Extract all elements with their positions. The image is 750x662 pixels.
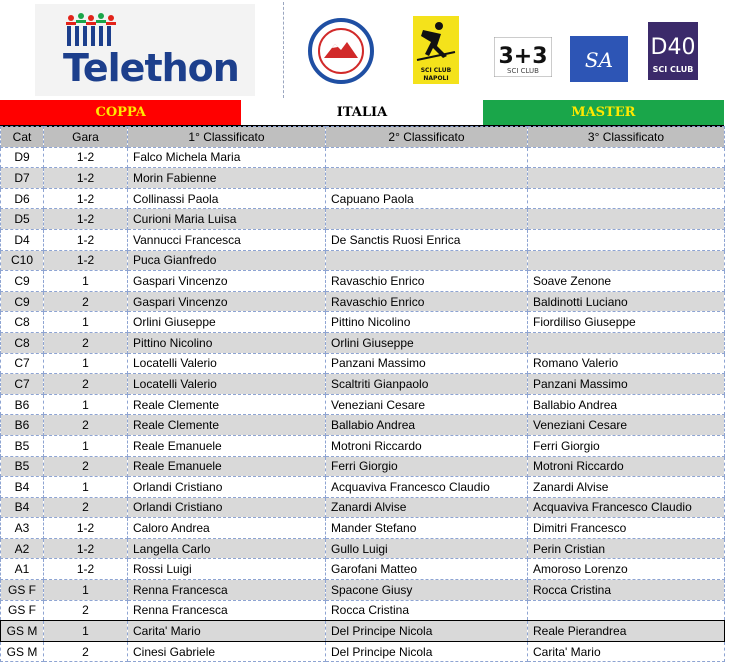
table-header-row (1, 127, 725, 148)
sci-club-napoli-logo (413, 16, 459, 84)
cell-cat: D7 (1, 168, 44, 189)
cell-third: Amoroso Lorenzo (528, 559, 725, 580)
sci-club-vesuvio-logo (308, 18, 374, 84)
table-row (1, 312, 725, 333)
cell-second: Scaltriti Gianpaolo (326, 374, 528, 395)
cell-third (528, 229, 725, 250)
cell-first: Gaspari Vincenzo (128, 291, 326, 312)
cell-second: Ballabio Andrea (326, 415, 528, 436)
header-cat: Cat (1, 127, 44, 148)
cell-second: Veneziani Cesare (326, 394, 528, 415)
table-row (1, 188, 725, 209)
header-separator (283, 2, 284, 98)
table-row (1, 415, 725, 436)
cell-gara: 1-2 (44, 229, 128, 250)
cell-gara: 1-2 (44, 250, 128, 271)
header-first: 1° Classificato (128, 127, 326, 148)
cell-third (528, 209, 725, 230)
table-row (1, 600, 725, 621)
cell-cat: B6 (1, 394, 44, 415)
table-row (1, 497, 725, 518)
table-row (1, 271, 725, 292)
cell-third: Baldinotti Luciano (528, 291, 725, 312)
svg-text:D40: D40 (650, 35, 696, 60)
header-gara: Gara (44, 127, 128, 148)
cell-second (326, 209, 528, 230)
cell-first: Renna Francesca (128, 600, 326, 621)
table-row (1, 394, 725, 415)
table-row (1, 332, 725, 353)
cell-cat: A1 (1, 559, 44, 580)
cell-gara: 2 (44, 291, 128, 312)
cell-cat: C10 (1, 250, 44, 271)
cell-third: Dimitri Francesco (528, 518, 725, 539)
cell-third: Motroni Riccardo (528, 456, 725, 477)
cell-third: Carita' Mario (528, 641, 725, 662)
cell-cat: D4 (1, 229, 44, 250)
svg-text:SA: SA (584, 48, 614, 72)
cell-cat: C9 (1, 291, 44, 312)
cell-first: Morin Fabienne (128, 168, 326, 189)
table-row (1, 435, 725, 456)
cell-cat: B4 (1, 497, 44, 518)
cell-first: Locatelli Valerio (128, 353, 326, 374)
svg-text:3+3: 3+3 (498, 44, 548, 69)
cell-cat: C8 (1, 312, 44, 333)
table-row (1, 456, 725, 477)
sa-logo (570, 36, 628, 82)
cell-first: Collinassi Paola (128, 188, 326, 209)
cell-first: Reale Clemente (128, 394, 326, 415)
d40-sci-club-logo (648, 22, 698, 80)
header (0, 0, 750, 100)
cell-third: Perin Cristian (528, 538, 725, 559)
cell-second: Acquaviva Francesco Claudio (326, 477, 528, 498)
table-row (1, 250, 725, 271)
3-3-sci-club-logo (494, 37, 552, 77)
cell-first: Reale Emanuele (128, 456, 326, 477)
results-table (0, 126, 725, 662)
cell-second: Panzani Massimo (326, 353, 528, 374)
table-row (1, 580, 725, 601)
cell-first: Orlandi Cristiano (128, 477, 326, 498)
table-row (1, 229, 725, 250)
cell-gara: 2 (44, 497, 128, 518)
cell-second: Gullo Luigi (326, 538, 528, 559)
cell-second: Pittino Nicolino (326, 312, 528, 333)
cell-third: Ferri Giorgio (528, 435, 725, 456)
cell-gara: 1-2 (44, 518, 128, 539)
3-3-badge-icon (494, 37, 552, 77)
svg-text:NAPOLI: NAPOLI (423, 75, 449, 82)
cell-gara: 2 (44, 415, 128, 436)
cell-first: Pittino Nicolino (128, 332, 326, 353)
coppa-italia-master-band (0, 100, 724, 127)
cell-first: Gaspari Vincenzo (128, 271, 326, 292)
cell-second: Mander Stefano (326, 518, 528, 539)
cell-second: Del Principe Nicola (326, 641, 528, 662)
cell-second: Ferri Giorgio (326, 456, 528, 477)
cell-third: Rocca Cristina (528, 580, 725, 601)
cell-second: Garofani Matteo (326, 559, 528, 580)
cell-first: Vannucci Francesca (128, 229, 326, 250)
cell-first: Cinesi Gabriele (128, 641, 326, 662)
cell-gara: 1-2 (44, 188, 128, 209)
band-italia: ITALIA (241, 100, 482, 125)
cell-gara: 1-2 (44, 209, 128, 230)
cell-cat: B5 (1, 435, 44, 456)
cell-cat: B5 (1, 456, 44, 477)
cell-cat: D6 (1, 188, 44, 209)
cell-third: Veneziani Cesare (528, 415, 725, 436)
telethon-wordmark: Telethon (63, 46, 239, 90)
cell-cat: C7 (1, 374, 44, 395)
cell-first: Reale Emanuele (128, 435, 326, 456)
cell-gara: 1-2 (44, 168, 128, 189)
cell-second: Spacone Giusy (326, 580, 528, 601)
cell-gara: 2 (44, 641, 128, 662)
telethon-figures-icon (61, 12, 141, 46)
cell-gara: 2 (44, 456, 128, 477)
sa-badge-icon (570, 36, 628, 82)
d40-badge-icon (648, 22, 698, 80)
header-third: 3° Classificato (528, 127, 725, 148)
cell-third (528, 600, 725, 621)
cell-third: Soave Zenone (528, 271, 725, 292)
cell-cat: GS F (1, 600, 44, 621)
cell-first: Carita' Mario (128, 621, 326, 642)
cell-first: Reale Clemente (128, 415, 326, 436)
cell-first: Orlandi Cristiano (128, 497, 326, 518)
band-master: MASTER (483, 100, 724, 125)
cell-cat: D9 (1, 147, 44, 168)
cell-third (528, 332, 725, 353)
cell-third: Panzani Massimo (528, 374, 725, 395)
table-row (1, 518, 725, 539)
cell-cat: B6 (1, 415, 44, 436)
cell-second (326, 250, 528, 271)
cell-third: Ballabio Andrea (528, 394, 725, 415)
table-row (1, 147, 725, 168)
cell-second: Orlini Giuseppe (326, 332, 528, 353)
cell-third (528, 147, 725, 168)
cell-third: Romano Valerio (528, 353, 725, 374)
cell-first: Curioni Maria Luisa (128, 209, 326, 230)
cell-second: Ravaschio Enrico (326, 291, 528, 312)
table-body (1, 147, 725, 662)
table-row (1, 374, 725, 395)
svg-text:SCI CLUB: SCI CLUB (420, 67, 452, 74)
cell-gara: 1 (44, 271, 128, 292)
cell-gara: 1 (44, 435, 128, 456)
svg-text:SCI CLUB: SCI CLUB (507, 67, 539, 75)
table-row (1, 641, 725, 662)
cell-gara: 1-2 (44, 538, 128, 559)
cell-cat: GS M (1, 641, 44, 662)
cell-gara: 2 (44, 600, 128, 621)
cell-gara: 1 (44, 353, 128, 374)
cell-gara: 1-2 (44, 559, 128, 580)
cell-third (528, 188, 725, 209)
cell-first: Langella Carlo (128, 538, 326, 559)
cell-second: Ravaschio Enrico (326, 271, 528, 292)
table-row (1, 291, 725, 312)
band-coppa: COPPA (0, 100, 241, 125)
cell-cat: B4 (1, 477, 44, 498)
cell-second: Rocca Cristina (326, 600, 528, 621)
cell-first: Falco Michela Maria (128, 147, 326, 168)
cell-first: Caloro Andrea (128, 518, 326, 539)
cell-third: Zanardi Alvise (528, 477, 725, 498)
napoli-skier-icon (413, 16, 459, 84)
cell-cat: GS M (1, 621, 44, 642)
cell-cat: A3 (1, 518, 44, 539)
cell-second: De Sanctis Ruosi Enrica (326, 229, 528, 250)
cell-first: Renna Francesca (128, 580, 326, 601)
cell-third (528, 250, 725, 271)
cell-gara: 1-2 (44, 147, 128, 168)
telethon-logo (35, 4, 255, 96)
cell-first: Orlini Giuseppe (128, 312, 326, 333)
cell-second (326, 147, 528, 168)
cell-cat: A2 (1, 538, 44, 559)
cell-gara: 1 (44, 621, 128, 642)
cell-second: Del Principe Nicola (326, 621, 528, 642)
cell-gara: 2 (44, 374, 128, 395)
cell-second: Motroni Riccardo (326, 435, 528, 456)
cell-first: Locatelli Valerio (128, 374, 326, 395)
cell-second: Capuano Paola (326, 188, 528, 209)
cell-cat: C8 (1, 332, 44, 353)
header-second: 2° Classificato (326, 127, 528, 148)
cell-cat: C9 (1, 271, 44, 292)
table-row (1, 538, 725, 559)
cell-gara: 1 (44, 477, 128, 498)
cell-gara: 1 (44, 580, 128, 601)
table-row (1, 353, 725, 374)
cell-third: Reale Pierandrea (528, 621, 725, 642)
svg-text:SCI CLUB: SCI CLUB (652, 65, 694, 74)
table-row (1, 621, 725, 642)
table-row (1, 209, 725, 230)
cell-second (326, 168, 528, 189)
table-row (1, 559, 725, 580)
cell-gara: 2 (44, 332, 128, 353)
vesuvio-badge-icon (308, 18, 374, 84)
cell-gara: 1 (44, 394, 128, 415)
table-row (1, 477, 725, 498)
cell-cat: D5 (1, 209, 44, 230)
cell-third: Fiordiliso Giuseppe (528, 312, 725, 333)
cell-cat: GS F (1, 580, 44, 601)
cell-third (528, 168, 725, 189)
cell-second: Zanardi Alvise (326, 497, 528, 518)
table-row (1, 168, 725, 189)
cell-gara: 1 (44, 312, 128, 333)
cell-first: Puca Gianfredo (128, 250, 326, 271)
cell-cat: C7 (1, 353, 44, 374)
cell-first: Rossi Luigi (128, 559, 326, 580)
cell-third: Acquaviva Francesco Claudio (528, 497, 725, 518)
